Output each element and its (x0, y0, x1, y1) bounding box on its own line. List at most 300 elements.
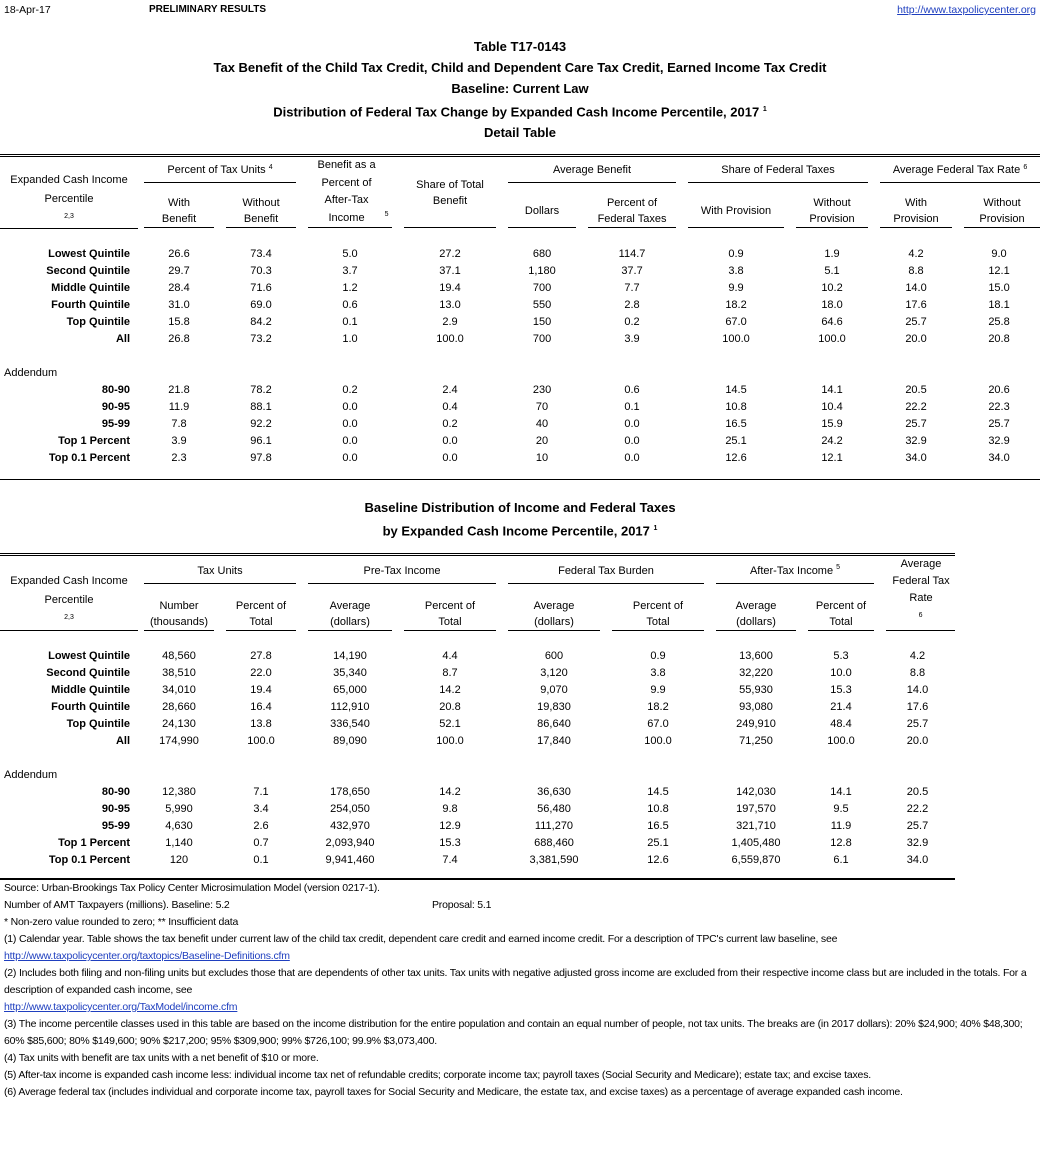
table-cell: 5.3 (833, 650, 849, 663)
table-cell: 52.1 (439, 718, 461, 731)
col-pct-total-1: Percent of Total (220, 584, 302, 631)
table-cell: 12.1 (988, 264, 1010, 277)
table-cell: 20.5 (905, 383, 927, 396)
baseline-titles (0, 497, 1040, 541)
table-cell: 111,270 (534, 820, 574, 833)
col-pct-total-4: Percent of Total (802, 584, 880, 631)
table-cell: 0.9 (728, 247, 744, 260)
col-pct-fed-taxes: Percent of Federal Taxes (582, 183, 682, 228)
col-pct-total-3: Percent of Total (606, 584, 710, 631)
table-cell: 9,941,460 (325, 854, 375, 867)
table-cell: 10.8 (725, 400, 747, 413)
table-cell: 8.8 (908, 264, 924, 277)
table-cell: 15.3 (830, 684, 852, 697)
table-cell: 700 (532, 281, 552, 294)
table-cell: 3,381,590 (529, 854, 579, 867)
table-cell: 100.0 (827, 735, 855, 748)
table-cell: 688,460 (534, 837, 574, 850)
table-cell: 71,250 (739, 735, 773, 748)
table-cell: 16.5 (647, 820, 669, 833)
table-cell: 20.0 (905, 332, 927, 345)
table-cell: 4.4 (442, 650, 458, 663)
row-label: 95-99 (101, 820, 130, 833)
table-cell: 3.9 (171, 434, 187, 447)
table-cell: 100.0 (436, 332, 464, 345)
table-cell: 100.0 (722, 332, 750, 345)
col-share-total: Share of Total Benefit (398, 156, 502, 229)
row-label: Top Quintile (66, 315, 130, 328)
status-label: PRELIMINARY RESULTS (149, 4, 267, 15)
table-cell: 15.0 (988, 281, 1010, 294)
note-2: (2) Includes both filing and non-filing units but excludes those that are dependents of other tax units. Tax units with negative adjusted gross income are excluded from their respective income class but are included in the totals. For a description of expanded cash income, see (4, 967, 1027, 996)
table-cell: 14.0 (905, 281, 927, 294)
note-source: Source: Urban-Brookings Tax Policy Center Microsimulation Model (version 0217-1). (4, 882, 380, 894)
table-row (0, 263, 1040, 280)
table-cell: 86,640 (537, 718, 571, 731)
col-avg-1: Average (dollars) (302, 584, 398, 631)
row-label: Fourth Quintile (51, 701, 130, 714)
table-cell: 15.9 (821, 417, 843, 430)
table-cell: 18.0 (821, 298, 843, 311)
table-cell: 4,630 (165, 820, 193, 833)
table-cell: 0.0 (442, 451, 458, 464)
table-row (0, 699, 955, 716)
note-6: (6) Average federal tax (includes individual and corporate income tax, payroll taxes for Social Security and Medicare, the estate tax, and excise taxes) as a percentage of average expanded cash income. (4, 1086, 903, 1098)
spacer-row (0, 750, 955, 767)
table-cell: 142,030 (736, 786, 776, 799)
footnotes (4, 880, 1034, 1101)
table-cell: 9,070 (540, 684, 568, 697)
spacer-row (0, 631, 955, 649)
table-cell: 2.3 (171, 451, 187, 464)
table-row (0, 433, 1040, 450)
table-cell: 71.6 (250, 281, 272, 294)
table-cell: 432,970 (330, 820, 370, 833)
table-cell: 2.4 (442, 383, 458, 396)
table-cell: 254,050 (330, 803, 370, 816)
row-label: Second Quintile (46, 264, 130, 277)
table-cell: 8.8 (909, 667, 926, 680)
table-cell: 0.0 (624, 434, 640, 447)
table-cell: 10.0 (830, 667, 852, 680)
row-label: 90-95 (101, 803, 130, 816)
table-cell: 0.0 (624, 451, 640, 464)
table-id: Table T17-0143 (473, 39, 567, 54)
table-cell: 29.7 (168, 264, 190, 277)
table-cell: 3,120 (540, 667, 568, 680)
table-row (0, 648, 955, 665)
table-cell: 3.8 (728, 264, 744, 277)
col-group-tax-units: Tax Units (138, 555, 302, 584)
row-label: All (115, 735, 130, 748)
table-cell: 1,140 (165, 837, 193, 850)
table-cell: 78.2 (250, 383, 272, 396)
table-cell: 6.1 (833, 854, 849, 867)
title-line-3: Distribution of Federal Tax Change by Expanded Cash Income Percentile, 2017 $^1$ (273, 104, 767, 120)
table-cell: 93,080 (739, 701, 773, 714)
table-row (0, 382, 1040, 399)
table-cell: 1.2 (342, 281, 358, 294)
table-row (0, 716, 955, 733)
table-cell: 15.3 (439, 837, 461, 850)
baseline-title-line-2: by Expanded Cash Income Percentile, 2017 $^1$ (382, 523, 658, 539)
table-cell: 32,220 (739, 667, 773, 680)
table-cell: 7.7 (624, 281, 640, 294)
row-label: Middle Quintile (51, 684, 130, 697)
table-cell: 10 (535, 451, 549, 464)
title-line-1: Tax Benefit of the Child Tax Credit, Child and Dependent Care Tax Credit, Earned Income Tax Credit (213, 60, 827, 75)
addendum-header-row (0, 365, 1040, 382)
col-with-benefit: With Benefit (138, 183, 220, 228)
table-cell: 34.0 (905, 451, 927, 464)
col-group-pct-tax-units: Percent of Tax Units $^4$ (138, 156, 302, 184)
table-cell: 1,180 (528, 264, 556, 277)
table-cell: 48,560 (162, 650, 196, 663)
col-group-aftertax: After-Tax Income $^5$ (710, 555, 880, 584)
table-cell: 0.0 (342, 451, 358, 464)
table-cell: 2,093,940 (325, 837, 375, 850)
table-cell: 17.6 (905, 298, 927, 311)
table-cell: 0.0 (442, 434, 458, 447)
table-cell: 7.4 (442, 854, 458, 867)
table-cell: 700 (532, 332, 552, 345)
table-row (0, 852, 955, 869)
table-cell: 100.0 (247, 735, 275, 748)
table-cell: 9.9 (650, 684, 666, 697)
addendum-label: Addendum (4, 769, 58, 782)
table-cell: 4.2 (909, 650, 926, 663)
table-cell: 64.6 (821, 315, 843, 328)
col-dollars: Dollars (502, 183, 582, 228)
table-cell: 28.4 (168, 281, 190, 294)
table-cell: 680 (532, 247, 552, 260)
section-divider (0, 479, 1040, 480)
col-pct-total-2: Percent of Total (398, 584, 502, 631)
table-cell: 3.4 (253, 803, 269, 816)
table-cell: 100.0 (436, 735, 464, 748)
row-label: All (115, 332, 130, 345)
col-group-share-fed: Share of Federal Taxes (682, 156, 874, 184)
table-cell: 120 (169, 854, 189, 867)
table-cell: 16.4 (250, 701, 272, 714)
table-cell: 32.9 (905, 434, 927, 447)
baseline-definitions-link[interactable]: http://www.taxpolicycenter.org/taxtopics/Baseline-Definitions.cfm (4, 950, 290, 962)
table-cell: 14.2 (439, 684, 461, 697)
table-cell: 25.8 (988, 315, 1010, 328)
table-cell: 10.4 (821, 400, 843, 413)
spacer-row (0, 348, 1040, 365)
col-group-pretax: Pre-Tax Income (302, 555, 502, 584)
spacer-row (0, 228, 1040, 246)
table-cell: 55,930 (739, 684, 773, 697)
table-cell: 37.7 (621, 264, 643, 277)
table-cell: 2.8 (624, 298, 640, 311)
col-avg-2: Average (dollars) (502, 584, 606, 631)
col-without-provision: Without Provision (790, 183, 874, 228)
table-cell: 65,000 (333, 684, 367, 697)
table-cell: 100.0 (818, 332, 846, 345)
table-cell: 35,340 (333, 667, 367, 680)
table-cell: 67.0 (725, 315, 747, 328)
table-row (0, 297, 1040, 314)
table-cell: 22.3 (988, 400, 1010, 413)
table-cell: 7.1 (253, 786, 269, 799)
table-cell: 34,010 (162, 684, 196, 697)
table-cell: 10.8 (647, 803, 669, 816)
baseline-title-line-1: Baseline Distribution of Income and Federal Taxes (364, 500, 676, 515)
table-cell: 20.8 (439, 701, 461, 714)
table-cell: 10.2 (821, 281, 843, 294)
table-cell: 70.3 (250, 264, 272, 277)
table-row (0, 246, 1040, 263)
table-cell: 20.6 (988, 383, 1010, 396)
table-cell: 19.4 (439, 281, 461, 294)
table-cell: 5.0 (342, 247, 358, 260)
table-cell: 14.0 (906, 684, 929, 697)
table-cell: 40 (535, 417, 549, 430)
row-label: Lowest Quintile (48, 247, 130, 260)
table-cell: 27.2 (439, 247, 461, 260)
row-label: 80-90 (101, 383, 130, 396)
table-cell: 0.4 (442, 400, 458, 413)
table-cell: 88.1 (250, 400, 272, 413)
table-cell: 67.0 (647, 718, 669, 731)
table-cell: 24,130 (162, 718, 196, 731)
table-cell: 9.8 (442, 803, 458, 816)
table-cell: 97.8 (250, 451, 272, 464)
table-row (0, 331, 1040, 348)
table-cell: 20.5 (906, 786, 929, 799)
table-cell: 230 (532, 383, 552, 396)
table-cell: 25.7 (905, 417, 927, 430)
col-benefit-pct: Benefit as a Percent of After-Tax Income $^5$ (302, 156, 398, 229)
addendum-label: Addendum (4, 366, 58, 379)
note-5: (5) After-tax income is expanded cash income less: individual income tax net of refundable credits; corporate income tax; payroll taxes (Social Security and Medicare); estate tax; and excise taxes. (4, 1069, 871, 1081)
row-label: Top 0.1 Percent (48, 451, 130, 464)
table-cell: 7.8 (171, 417, 187, 430)
tax-benefit-table-body (0, 228, 1040, 467)
table-cell: 336,540 (330, 718, 370, 731)
table-cell: 12.6 (725, 451, 747, 464)
table-cell: 17,840 (537, 735, 571, 748)
row-label: 90-95 (101, 400, 130, 413)
table-cell: 249,910 (736, 718, 776, 731)
col-percentile-2: Expanded Cash Income Percentile $^{2,3}$ (0, 555, 138, 631)
table-cell: 3.7 (342, 264, 358, 277)
note-2-link-wrap (4, 999, 1034, 1016)
table-cell: 6,559,870 (731, 854, 781, 867)
table-cell: 0.1 (624, 400, 640, 413)
col-group-avg-benefit: Average Benefit (502, 156, 682, 184)
table-row (0, 682, 955, 699)
table-cell: 20.0 (906, 735, 929, 748)
table-cell: 114.7 (618, 247, 646, 260)
table-cell: 0.9 (650, 650, 666, 663)
table-cell: 19,830 (537, 701, 571, 714)
table-cell: 0.7 (253, 837, 269, 850)
table-cell: 69.0 (250, 298, 272, 311)
table-cell: 26.8 (168, 332, 190, 345)
table-cell: 112,910 (330, 701, 370, 714)
row-label: Fourth Quintile (51, 298, 130, 311)
table-cell: 25.7 (988, 417, 1010, 430)
col-group-avg-rate: Average Federal Tax Rate $^6$ (874, 156, 1040, 184)
report-date: 18-Apr-17 (4, 4, 51, 16)
table-row (0, 399, 1040, 416)
table-cell: 9.5 (833, 803, 849, 816)
table-cell: 18.2 (725, 298, 747, 311)
table-cell: 48.4 (830, 718, 852, 731)
table-cell: 2.9 (442, 315, 458, 328)
col-number: Number (thousands) (138, 584, 220, 631)
table-cell: 73.2 (250, 332, 272, 345)
table-cell: 14.1 (821, 383, 843, 396)
tpc-link[interactable]: http://www.taxpolicycenter.org (897, 4, 1036, 16)
table-cell: 38,510 (162, 667, 196, 680)
top-bar (4, 4, 1036, 18)
table-row (0, 818, 955, 835)
row-label: Lowest Quintile (48, 650, 130, 663)
row-label: Top Quintile (66, 718, 130, 731)
table-row (0, 280, 1040, 297)
table-cell: 13.0 (439, 298, 461, 311)
table-cell: 32.9 (906, 837, 929, 850)
table-cell: 3.9 (624, 332, 640, 345)
table-cell: 17.6 (906, 701, 929, 714)
col-without-benefit: Without Benefit (220, 183, 302, 228)
income-definition-link[interactable]: http://www.taxpolicycenter.org/TaxModel/income.cfm (4, 1001, 238, 1013)
table-cell: 15.8 (168, 315, 190, 328)
table-cell: 0.0 (624, 417, 640, 430)
table-cell: 9.9 (728, 281, 744, 294)
table-cell: 197,570 (736, 803, 776, 816)
addendum-header-row (0, 767, 955, 784)
table-cell: 73.4 (250, 247, 272, 260)
table-cell: 11.9 (168, 400, 190, 413)
table-cell: 0.2 (442, 417, 458, 430)
row-label: Second Quintile (46, 667, 130, 680)
row-label: Middle Quintile (51, 281, 130, 294)
table-cell: 25.7 (906, 820, 929, 833)
table-cell: 0.2 (624, 315, 640, 328)
col-rate-with-provision: With Provision (874, 183, 958, 228)
table-cell: 600 (544, 650, 564, 663)
table-cell: 89,090 (333, 735, 367, 748)
table-cell: 13,600 (739, 650, 773, 663)
baseline-distribution-table (0, 553, 955, 869)
table-cell: 34.0 (906, 854, 929, 867)
table-cell: 0.0 (342, 400, 358, 413)
note-amt: Number of AMT Taxpayers (millions). Baseline: 5.2 Proposal: 5.1 (4, 899, 492, 911)
table-cell: 24.2 (821, 434, 843, 447)
table-row (0, 665, 955, 682)
table-cell: 19.4 (250, 684, 272, 697)
note-1-link-wrap (4, 948, 1034, 965)
note-1: (1) Calendar year. Table shows the tax benefit under current law of the child tax credit, dependent care credit and earned income credit. For a description of TPC's current law baseline, see (4, 933, 838, 945)
table-cell: 56,480 (537, 803, 571, 816)
table-cell: 321,710 (736, 820, 776, 833)
note-3: (3) The income percentile classes used in this table are based on the income distribution for the entire population and contain an equal number of people, not tax units. The breaks are (in 2017 dollars): 20% $24,900; 40% $48,300; 60% $85,600; 80% $149,600; 90% $217,200; 95% $309,900; 99% $726,100; 99.9% $3,073,400. (4, 1018, 1023, 1047)
col-rate-without-provision: Without Provision (958, 183, 1040, 228)
table-cell: 150 (532, 315, 552, 328)
row-label: Top 1 Percent (58, 434, 130, 447)
title-line-4: Detail Table (483, 125, 556, 141)
table-cell: 0.1 (342, 315, 358, 328)
table-cell: 0.0 (342, 434, 358, 447)
table-row (0, 801, 955, 818)
table-cell: 12,380 (162, 786, 196, 799)
row-label: Top 1 Percent (58, 837, 130, 850)
table-cell: 25.7 (906, 718, 929, 731)
table-cell: 20.8 (988, 332, 1010, 345)
table-cell: 0.6 (624, 383, 640, 396)
table-cell: 9.0 (991, 247, 1007, 260)
table-cell: 14.5 (647, 786, 669, 799)
table-cell: 25.1 (725, 434, 747, 447)
table-row (0, 784, 955, 801)
table-cell: 36,630 (537, 786, 571, 799)
table-cell: 0.6 (342, 298, 358, 311)
table-cell: 96.1 (250, 434, 272, 447)
table-cell: 4.2 (908, 247, 924, 260)
row-label: 95-99 (101, 417, 130, 430)
table-row (0, 416, 1040, 433)
table-cell: 13.8 (250, 718, 272, 731)
table-cell: 20 (535, 434, 549, 447)
title-line-2: Baseline: Current Law (451, 81, 589, 96)
table-cell: 14.5 (725, 383, 747, 396)
table-cell: 0.1 (253, 854, 269, 867)
table-cell: 12.8 (830, 837, 852, 850)
table-cell: 178,650 (330, 786, 370, 799)
table-cell: 70 (535, 400, 549, 413)
note-4: (4) Tax units with benefit are tax units with a net benefit of $10 or more. (4, 1052, 319, 1064)
table-cell: 0.0 (342, 417, 358, 430)
table-cell: 22.0 (250, 667, 272, 680)
table-cell: 1.0 (342, 332, 358, 345)
row-label: 80-90 (101, 786, 130, 799)
table-cell: 1.9 (824, 247, 840, 260)
table-cell: 12.6 (647, 854, 669, 867)
table-cell: 12.9 (439, 820, 461, 833)
row-label: Top 0.1 Percent (48, 854, 130, 867)
table-cell: 92.2 (250, 417, 272, 430)
table-cell: 21.8 (168, 383, 190, 396)
table-cell: 26.6 (168, 247, 190, 260)
table-cell: 37.1 (439, 264, 461, 277)
table-cell: 14.2 (439, 786, 461, 799)
table-cell: 14,190 (333, 650, 367, 663)
table-cell: 28,660 (162, 701, 196, 714)
baseline-distribution-table-body (0, 631, 955, 870)
table-cell: 18.2 (647, 701, 669, 714)
table-cell: 84.2 (250, 315, 272, 328)
table-cell: 32.9 (988, 434, 1010, 447)
table-cell: 0.2 (342, 383, 358, 396)
table-row (0, 314, 1040, 331)
table-cell: 31.0 (168, 298, 190, 311)
table-row (0, 450, 1040, 467)
table-cell: 11.9 (830, 820, 852, 833)
table-cell: 550 (532, 298, 552, 311)
table-cell: 18.1 (988, 298, 1010, 311)
col-avg-3: Average (dollars) (710, 584, 802, 631)
table-cell: 25.7 (905, 315, 927, 328)
table-cell: 1,405,480 (731, 837, 781, 850)
table-cell: 14.1 (830, 786, 852, 799)
table-cell: 8.7 (442, 667, 458, 680)
table-cell: 5,990 (165, 803, 193, 816)
